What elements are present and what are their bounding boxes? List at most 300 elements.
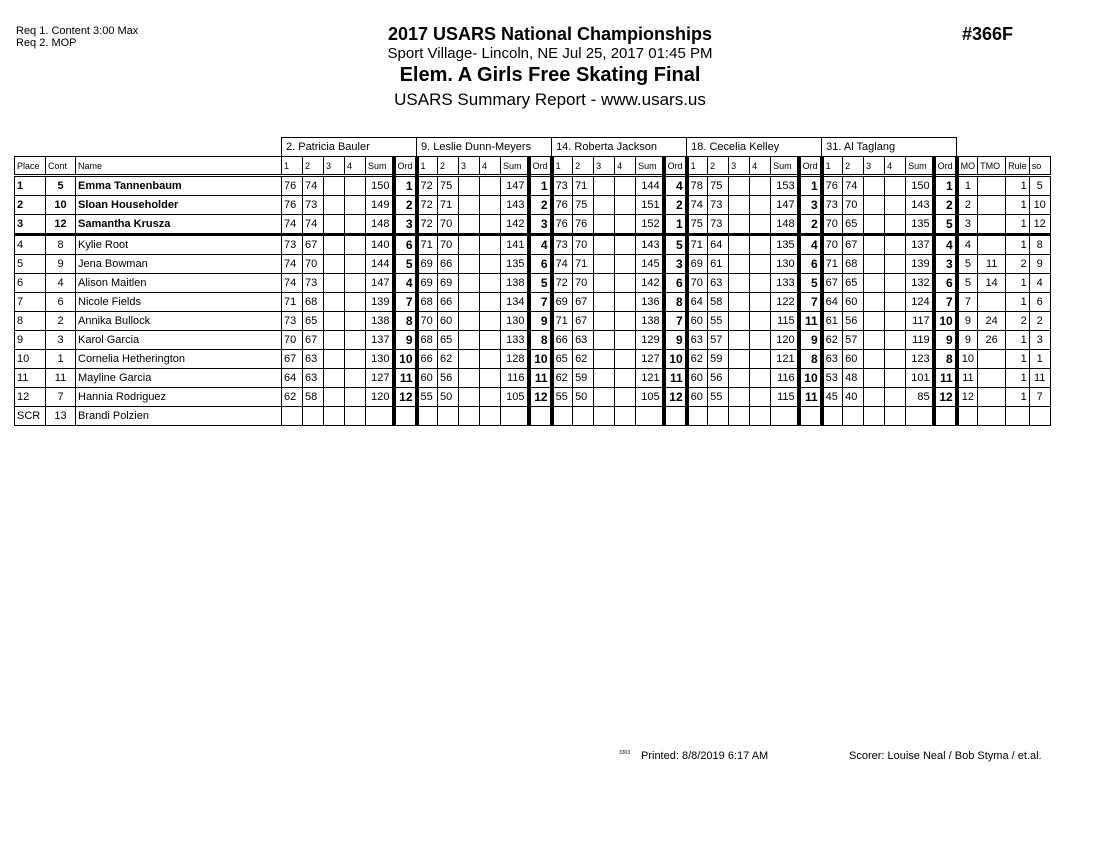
judge1-score3-cell xyxy=(324,293,345,312)
judge5-score2-cell: 67 xyxy=(843,235,864,255)
judge1-sum-cell: 127 xyxy=(366,369,394,388)
judge4-score1-cell: 71 xyxy=(687,235,708,255)
total-majority-ordinal-cell xyxy=(978,293,1006,312)
contestant-number-cell: 10 xyxy=(46,196,76,215)
judge5-score2-cell: 60 xyxy=(843,350,864,369)
col-header-judge4-4: 4 xyxy=(750,157,771,176)
judge3-score1-cell: 73 xyxy=(552,176,573,196)
judge3-sum-cell: 152 xyxy=(636,215,664,235)
skater-name-cell: Nicole Fields xyxy=(76,293,282,312)
col-header-judge5-4: 4 xyxy=(885,157,906,176)
judge1-score4-cell xyxy=(345,388,366,407)
judge3-ordinal-cell: 1 xyxy=(664,215,687,235)
contestant-number-cell: 13 xyxy=(46,407,76,426)
majority-ordinal-cell: 4 xyxy=(957,235,978,255)
judge1-score2-cell: 74 xyxy=(303,176,324,196)
total-majority-ordinal-cell xyxy=(978,235,1006,255)
total-majority-ordinal-cell xyxy=(978,388,1006,407)
judge4-score1-cell: 75 xyxy=(687,215,708,235)
rule-cell: 1 xyxy=(1006,293,1030,312)
judge1-score3-cell xyxy=(324,255,345,274)
place-cell: 6 xyxy=(15,274,46,293)
judge1-ordinal-cell: 5 xyxy=(394,255,417,274)
rule-cell xyxy=(1006,407,1030,426)
total-majority-ordinal-cell: 11 xyxy=(978,255,1006,274)
judge1-ordinal-cell: 7 xyxy=(394,293,417,312)
skater-name-cell: Cornelia Hetherington xyxy=(76,350,282,369)
table-row xyxy=(15,350,1051,369)
judge3-sum-cell xyxy=(636,407,664,426)
skate-order-cell: 7 xyxy=(1029,388,1050,407)
judge1-ordinal-cell: 6 xyxy=(394,235,417,255)
contestant-number-cell: 7 xyxy=(46,388,76,407)
judge1-score1-cell: 74 xyxy=(282,274,303,293)
judge4-sum-cell: 122 xyxy=(771,293,799,312)
judge2-ordinal-cell: 2 xyxy=(529,196,552,215)
judge1-ordinal-cell: 4 xyxy=(394,274,417,293)
judge4-score2-cell: 75 xyxy=(708,176,729,196)
judge3-score2-cell: 75 xyxy=(573,196,594,215)
judge4-sum-cell: 147 xyxy=(771,196,799,215)
judge2-score1-cell: 60 xyxy=(417,369,438,388)
contestant-number-cell: 12 xyxy=(46,215,76,235)
skate-order-cell: 6 xyxy=(1029,293,1050,312)
place-cell: 7 xyxy=(15,293,46,312)
judge5-score2-cell: 74 xyxy=(843,176,864,196)
col-header-judge5-1: 1 xyxy=(822,157,843,176)
skate-order-cell: 11 xyxy=(1029,369,1050,388)
judge5-sum-cell: 117 xyxy=(906,312,934,331)
judge3-score3-cell xyxy=(594,388,615,407)
judge2-score3-cell xyxy=(459,388,480,407)
judge5-ordinal-cell: 3 xyxy=(934,255,957,274)
judge2-score3-cell xyxy=(459,350,480,369)
judge5-score2-cell: 48 xyxy=(843,369,864,388)
total-majority-ordinal-cell xyxy=(978,196,1006,215)
judge2-score4-cell xyxy=(480,255,501,274)
place-cell: 1 xyxy=(15,176,46,196)
judge4-score3-cell xyxy=(729,176,750,196)
judge5-score3-cell xyxy=(864,388,885,407)
footer-code: 3303 xyxy=(619,750,631,756)
judge2-score1-cell xyxy=(417,407,438,426)
judge3-score3-cell xyxy=(594,369,615,388)
judge3-score4-cell xyxy=(615,274,636,293)
skater-name-cell: Sloan Householder xyxy=(76,196,282,215)
judge4-score4-cell xyxy=(750,293,771,312)
judge5-score4-cell xyxy=(885,196,906,215)
col-header-judge3-4: 4 xyxy=(615,157,636,176)
judge2-score2-cell: 70 xyxy=(438,235,459,255)
judge3-ordinal-cell xyxy=(664,407,687,426)
judge3-ordinal-cell: 11 xyxy=(664,369,687,388)
judge5-score1-cell: 70 xyxy=(822,215,843,235)
judge4-score2-cell: 56 xyxy=(708,369,729,388)
judge5-score1-cell: 67 xyxy=(822,274,843,293)
judge1-score1-cell: 74 xyxy=(282,255,303,274)
rule-cell: 1 xyxy=(1006,274,1030,293)
judge4-score3-cell xyxy=(729,196,750,215)
judge3-score4-cell xyxy=(615,369,636,388)
judge3-score2-cell: 71 xyxy=(573,255,594,274)
judge4-ordinal-cell: 11 xyxy=(799,312,822,331)
judge1-score1-cell: 76 xyxy=(282,196,303,215)
judge4-score2-cell: 73 xyxy=(708,196,729,215)
judge3-sum-cell: 151 xyxy=(636,196,664,215)
skate-order-cell: 2 xyxy=(1029,312,1050,331)
judge2-score3-cell xyxy=(459,274,480,293)
judge2-score2-cell: 66 xyxy=(438,293,459,312)
judge3-score4-cell xyxy=(615,388,636,407)
judge3-sum-cell: 138 xyxy=(636,312,664,331)
judge3-ordinal-cell: 7 xyxy=(664,312,687,331)
judge3-sum-cell: 105 xyxy=(636,388,664,407)
judge2-score4-cell xyxy=(480,293,501,312)
judge2-score4-cell xyxy=(480,235,501,255)
judge1-score2-cell xyxy=(303,407,324,426)
judge4-score4-cell xyxy=(750,274,771,293)
judge1-ordinal-cell: 9 xyxy=(394,331,417,350)
judge3-ordinal-cell: 6 xyxy=(664,274,687,293)
judge4-score4-cell xyxy=(750,235,771,255)
judge5-score4-cell xyxy=(885,255,906,274)
col-header-place: Place xyxy=(15,157,46,176)
judge3-score2-cell: 67 xyxy=(573,312,594,331)
judge4-sum-cell: 133 xyxy=(771,274,799,293)
judge2-score3-cell xyxy=(459,407,480,426)
judge1-score4-cell xyxy=(345,293,366,312)
judge2-score3-cell xyxy=(459,176,480,196)
judge1-score3-cell xyxy=(324,350,345,369)
judge3-ordinal-cell: 3 xyxy=(664,255,687,274)
judge2-score4-cell xyxy=(480,176,501,196)
judge5-score3-cell xyxy=(864,331,885,350)
col-header-rule: Rule xyxy=(1006,157,1030,176)
judge3-score1-cell: 66 xyxy=(552,331,573,350)
col-header-judge3-ord: Ord xyxy=(664,157,687,176)
judge2-score2-cell: 66 xyxy=(438,255,459,274)
judge2-ordinal-cell xyxy=(529,407,552,426)
contestant-number-cell: 9 xyxy=(46,255,76,274)
contestant-number-cell: 2 xyxy=(46,312,76,331)
judge4-score3-cell xyxy=(729,235,750,255)
judge1-score2-cell: 68 xyxy=(303,293,324,312)
judge1-score3-cell xyxy=(324,331,345,350)
judge4-score1-cell: 60 xyxy=(687,312,708,331)
judge2-sum-cell: 116 xyxy=(501,369,529,388)
judge5-sum-cell: 123 xyxy=(906,350,934,369)
place-cell: 12 xyxy=(15,388,46,407)
judge4-ordinal-cell xyxy=(799,407,822,426)
judge1-score1-cell: 67 xyxy=(282,350,303,369)
judge4-score1-cell: 70 xyxy=(687,274,708,293)
judge1-ordinal-cell: 12 xyxy=(394,388,417,407)
judge3-ordinal-cell: 5 xyxy=(664,235,687,255)
judge5-score4-cell xyxy=(885,235,906,255)
judge5-ordinal-cell: 12 xyxy=(934,388,957,407)
judge5-score2-cell: 65 xyxy=(843,215,864,235)
majority-ordinal-cell: 3 xyxy=(957,215,978,235)
judge1-score1-cell: 64 xyxy=(282,369,303,388)
judge1-score4-cell xyxy=(345,312,366,331)
place-cell: 9 xyxy=(15,331,46,350)
table-row xyxy=(15,369,1051,388)
judge1-score4-cell xyxy=(345,369,366,388)
judge5-score3-cell xyxy=(864,215,885,235)
majority-ordinal-cell: 10 xyxy=(957,350,978,369)
majority-ordinal-cell: 11 xyxy=(957,369,978,388)
table-row xyxy=(15,196,1051,215)
judge4-score4-cell xyxy=(750,215,771,235)
judge3-score2-cell: 70 xyxy=(573,235,594,255)
rule-cell: 2 xyxy=(1006,312,1030,331)
judge1-score4-cell xyxy=(345,235,366,255)
skater-name-cell: Hannia Rodriguez xyxy=(76,388,282,407)
judge2-score2-cell: 70 xyxy=(438,215,459,235)
rule-cell: 2 xyxy=(1006,255,1030,274)
skater-name-cell: Annika Bullock xyxy=(76,312,282,331)
judge5-score2-cell: 57 xyxy=(843,331,864,350)
judge2-score4-cell xyxy=(480,196,501,215)
col-header-so: so xyxy=(1029,157,1050,176)
judge2-score3-cell xyxy=(459,312,480,331)
judge2-ordinal-cell: 3 xyxy=(529,215,552,235)
judge1-score4-cell xyxy=(345,407,366,426)
judge5-score1-cell: 61 xyxy=(822,312,843,331)
judge4-score1-cell: 63 xyxy=(687,331,708,350)
judge3-score4-cell xyxy=(615,312,636,331)
judge2-sum-cell: 142 xyxy=(501,215,529,235)
majority-ordinal-cell: 7 xyxy=(957,293,978,312)
judge3-score3-cell xyxy=(594,293,615,312)
judge5-score3-cell xyxy=(864,255,885,274)
judge3-score4-cell xyxy=(615,196,636,215)
judge3-score3-cell xyxy=(594,274,615,293)
judge2-score1-cell: 69 xyxy=(417,274,438,293)
judge1-sum-cell: 139 xyxy=(366,293,394,312)
judge5-score1-cell: 63 xyxy=(822,350,843,369)
judge4-score3-cell xyxy=(729,407,750,426)
col-header-judge3-3: 3 xyxy=(594,157,615,176)
judge3-score2-cell xyxy=(573,407,594,426)
judge4-sum-cell: 130 xyxy=(771,255,799,274)
judge2-ordinal-cell: 5 xyxy=(529,274,552,293)
col-header-judge4-sum: Sum xyxy=(771,157,799,176)
judge5-score4-cell xyxy=(885,274,906,293)
majority-ordinal-cell: 1 xyxy=(957,176,978,196)
judge1-score3-cell xyxy=(324,388,345,407)
col-header-mo: MO xyxy=(957,157,978,176)
judge1-sum-cell: 140 xyxy=(366,235,394,255)
judge1-sum-cell: 137 xyxy=(366,331,394,350)
judge1-score4-cell xyxy=(345,215,366,235)
contestant-number-cell: 8 xyxy=(46,235,76,255)
rule-cell: 1 xyxy=(1006,388,1030,407)
judge4-score3-cell xyxy=(729,293,750,312)
judge3-score1-cell: 76 xyxy=(552,196,573,215)
judge2-score2-cell: 65 xyxy=(438,331,459,350)
judge4-score3-cell xyxy=(729,215,750,235)
col-header-judge3-1: 1 xyxy=(552,157,573,176)
judge5-score3-cell xyxy=(864,350,885,369)
judge1-sum-cell xyxy=(366,407,394,426)
judge2-sum-cell: 105 xyxy=(501,388,529,407)
col-header-name: Name xyxy=(76,157,282,176)
judge2-ordinal-cell: 1 xyxy=(529,176,552,196)
judge1-score3-cell xyxy=(324,407,345,426)
judge5-ordinal-cell: 7 xyxy=(934,293,957,312)
judge2-sum-cell: 141 xyxy=(501,235,529,255)
venue-datetime: Sport Village- Lincoln, NE Jul 25, 2017 01:45 PM xyxy=(387,45,713,62)
judge2-score2-cell: 62 xyxy=(438,350,459,369)
judge1-sum-cell: 147 xyxy=(366,274,394,293)
table-row xyxy=(15,331,1051,350)
judge3-ordinal-cell: 4 xyxy=(664,176,687,196)
table-row xyxy=(15,407,1051,426)
total-majority-ordinal-cell: 14 xyxy=(978,274,1006,293)
judge3-score4-cell xyxy=(615,235,636,255)
judge2-score4-cell xyxy=(480,350,501,369)
judge3-sum-cell: 142 xyxy=(636,274,664,293)
judge3-score4-cell xyxy=(615,255,636,274)
judge1-score3-cell xyxy=(324,312,345,331)
judge4-sum-cell: 115 xyxy=(771,388,799,407)
judge1-score2-cell: 73 xyxy=(303,274,324,293)
judge5-score3-cell xyxy=(864,274,885,293)
judge2-sum-cell: 130 xyxy=(501,312,529,331)
judge1-score4-cell xyxy=(345,255,366,274)
judge5-score3-cell xyxy=(864,235,885,255)
judge4-ordinal-cell: 4 xyxy=(799,235,822,255)
judge1-score2-cell: 74 xyxy=(303,215,324,235)
judge3-sum-cell: 129 xyxy=(636,331,664,350)
judge5-sum-cell: 85 xyxy=(906,388,934,407)
judge1-ordinal-cell: 11 xyxy=(394,369,417,388)
judge3-score3-cell xyxy=(594,312,615,331)
judge1-ordinal-cell: 8 xyxy=(394,312,417,331)
judge4-ordinal-cell: 6 xyxy=(799,255,822,274)
judge2-sum-cell: 133 xyxy=(501,331,529,350)
judge5-score2-cell xyxy=(843,407,864,426)
judge4-score1-cell: 64 xyxy=(687,293,708,312)
judge1-ordinal-cell: 3 xyxy=(394,215,417,235)
judge4-ordinal-cell: 1 xyxy=(799,176,822,196)
judge1-score4-cell xyxy=(345,331,366,350)
judge4-score4-cell xyxy=(750,312,771,331)
judge1-sum-cell: 144 xyxy=(366,255,394,274)
judge3-score4-cell xyxy=(615,215,636,235)
judge5-score2-cell: 68 xyxy=(843,255,864,274)
col-header-judge2-4: 4 xyxy=(480,157,501,176)
judge5-ordinal-cell: 1 xyxy=(934,176,957,196)
judge1-score3-cell xyxy=(324,369,345,388)
majority-ordinal-cell: 12 xyxy=(957,388,978,407)
judge3-sum-cell: 127 xyxy=(636,350,664,369)
judge2-score1-cell: 66 xyxy=(417,350,438,369)
judge5-score1-cell: 70 xyxy=(822,235,843,255)
judge2-ordinal-cell: 11 xyxy=(529,369,552,388)
judge5-score2-cell: 70 xyxy=(843,196,864,215)
judge4-sum-cell: 153 xyxy=(771,176,799,196)
judge2-score3-cell xyxy=(459,331,480,350)
majority-ordinal-cell: 5 xyxy=(957,255,978,274)
judge5-score1-cell xyxy=(822,407,843,426)
judge5-score3-cell xyxy=(864,176,885,196)
judge3-score3-cell xyxy=(594,255,615,274)
judge2-score4-cell xyxy=(480,407,501,426)
judge5-ordinal-cell: 9 xyxy=(934,331,957,350)
requirements xyxy=(16,25,138,49)
judge1-sum-cell: 120 xyxy=(366,388,394,407)
judge2-score2-cell: 56 xyxy=(438,369,459,388)
judge2-score1-cell: 72 xyxy=(417,215,438,235)
judge4-sum-cell: 116 xyxy=(771,369,799,388)
skater-name-cell: Mayline Garcia xyxy=(76,369,282,388)
majority-ordinal-cell: 9 xyxy=(957,331,978,350)
judge2-sum-cell: 138 xyxy=(501,274,529,293)
skate-order-cell: 3 xyxy=(1029,331,1050,350)
judge3-score4-cell xyxy=(615,293,636,312)
judge1-score2-cell: 65 xyxy=(303,312,324,331)
judge3-score3-cell xyxy=(594,176,615,196)
judge5-score3-cell xyxy=(864,293,885,312)
col-header-judge2-3: 3 xyxy=(459,157,480,176)
judge2-score1-cell: 72 xyxy=(417,176,438,196)
judge3-score2-cell: 71 xyxy=(573,176,594,196)
skater-name-cell: Karol Garcia xyxy=(76,331,282,350)
judge2-score4-cell xyxy=(480,312,501,331)
judge4-score2-cell: 58 xyxy=(708,293,729,312)
judge2-sum-cell: 135 xyxy=(501,255,529,274)
col-header-judge2-1: 1 xyxy=(417,157,438,176)
col-header-judge1-3: 3 xyxy=(324,157,345,176)
judge1-sum-cell: 148 xyxy=(366,215,394,235)
total-majority-ordinal-cell xyxy=(978,350,1006,369)
judge1-sum-cell: 130 xyxy=(366,350,394,369)
rule-cell: 1 xyxy=(1006,369,1030,388)
judge3-score1-cell: 76 xyxy=(552,215,573,235)
judge3-score2-cell: 70 xyxy=(573,274,594,293)
skater-name-cell: Brandi Polzien xyxy=(76,407,282,426)
judge3-score2-cell: 50 xyxy=(573,388,594,407)
judge5-sum-cell: 135 xyxy=(906,215,934,235)
skate-order-cell xyxy=(1029,407,1050,426)
table-row xyxy=(15,274,1051,293)
scorer-credit: Scorer: Louise Neal / Bob Styma / et.al. xyxy=(849,750,1042,762)
judge1-score2-cell: 63 xyxy=(303,350,324,369)
judge2-score1-cell: 68 xyxy=(417,293,438,312)
judge5-score4-cell xyxy=(885,293,906,312)
place-cell: 5 xyxy=(15,255,46,274)
judge5-score3-cell xyxy=(864,407,885,426)
judge4-score2-cell xyxy=(708,407,729,426)
judge4-score4-cell xyxy=(750,350,771,369)
judge4-ordinal-cell: 8 xyxy=(799,350,822,369)
judge2-score4-cell xyxy=(480,274,501,293)
rule-cell: 1 xyxy=(1006,215,1030,235)
judge4-ordinal-cell: 5 xyxy=(799,274,822,293)
judge4-score3-cell xyxy=(729,331,750,350)
judge1-ordinal-cell xyxy=(394,407,417,426)
skater-name-cell: Alison Maitlen xyxy=(76,274,282,293)
judge4-score1-cell: 60 xyxy=(687,388,708,407)
judge2-ordinal-cell: 4 xyxy=(529,235,552,255)
col-header-judge4-ord: Ord xyxy=(799,157,822,176)
judge5-ordinal-cell: 8 xyxy=(934,350,957,369)
judge2-score2-cell: 60 xyxy=(438,312,459,331)
judge4-sum-cell: 115 xyxy=(771,312,799,331)
judge2-ordinal-cell: 9 xyxy=(529,312,552,331)
